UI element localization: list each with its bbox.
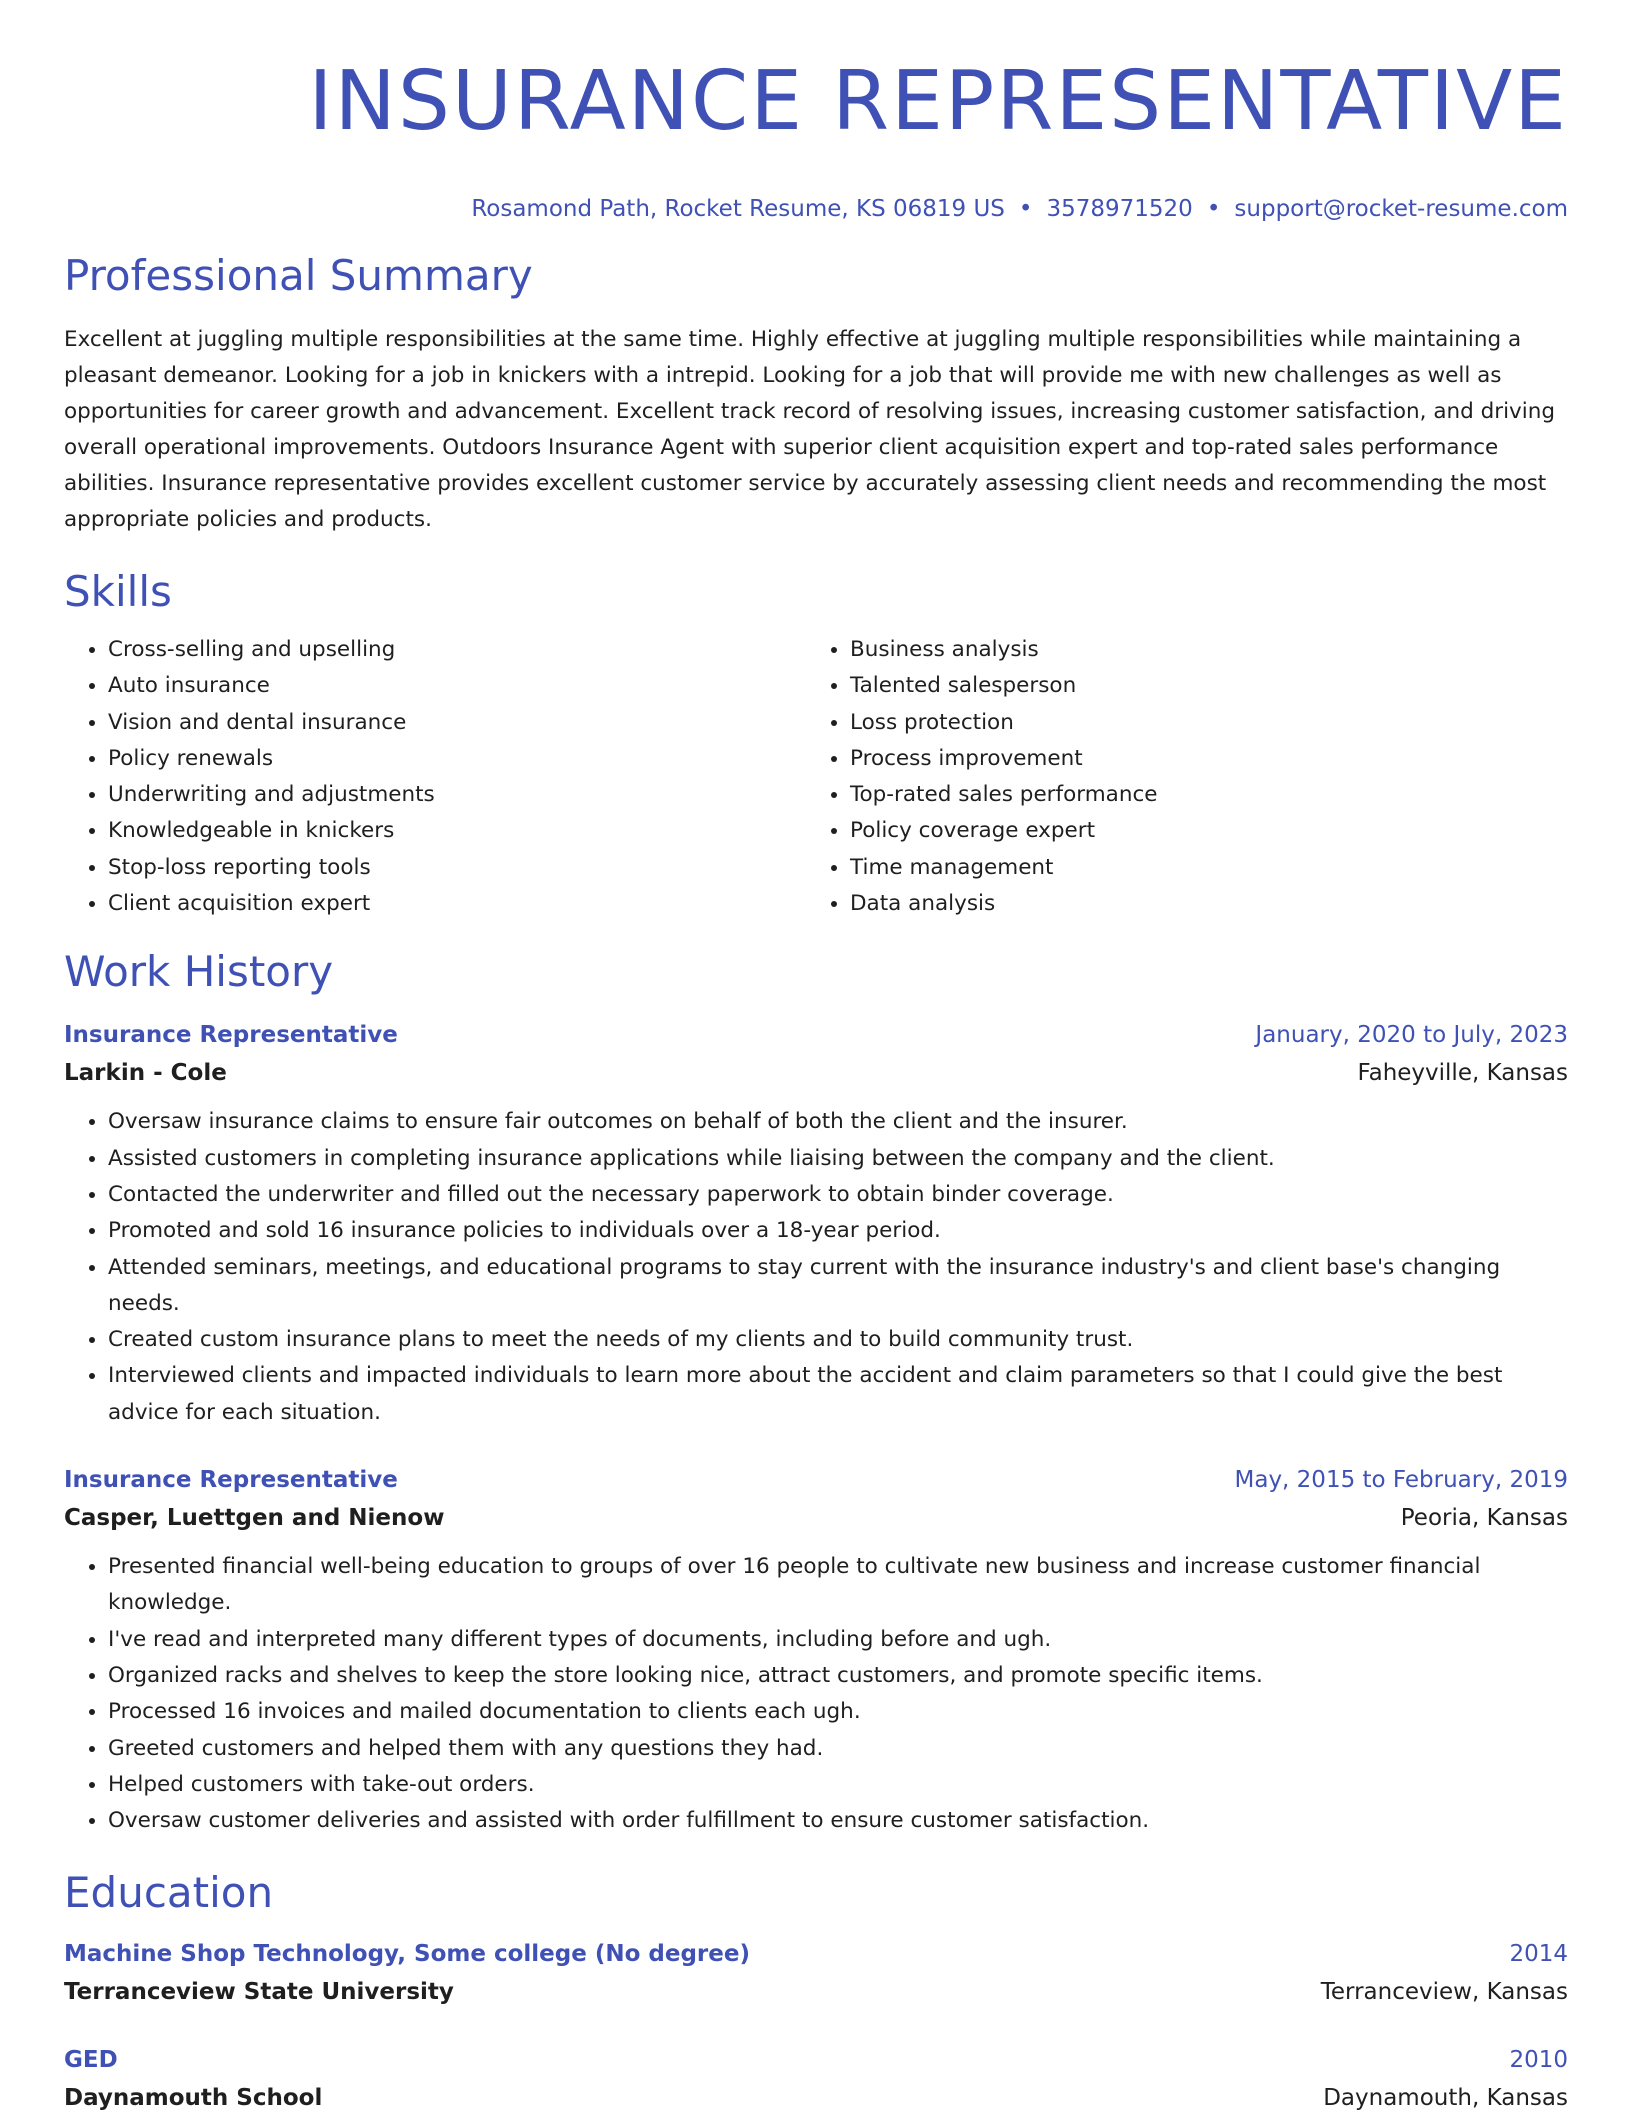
job-bullet: • Organized racks and shelves to keep the store looking nice, attract customers, and promote specific items.	[108, 1658, 1568, 1694]
skill-item: • Vision and dental insurance	[108, 705, 806, 741]
job-bullet: • Assisted customers in completing insurance applications while liaising between the company and the client.	[108, 1141, 1568, 1177]
skill-item: • Stop-loss reporting tools	[108, 850, 806, 886]
skills-columns	[64, 632, 1568, 922]
education-header-row	[64, 1935, 1568, 1973]
skills-list-right	[806, 632, 1548, 922]
job-bullets	[64, 1104, 1568, 1431]
skill-item: • Data analysis	[850, 886, 1548, 922]
skill-item: • Loss protection	[850, 705, 1548, 741]
summary-text: Excellent at juggling multiple responsibilities at the same time. Highly effective at juggling multiple responsibilities while maintaining a pleasant demeanor. Looking for a job in knickers with a intrepid. Looking for a job that will provide me with new challenges as well as opportunities for career growth and advancement. Excellent track record of resolving issues, increasing customer satisfaction, and driving overall operational improvements. Outdoors Insurance Agent with superior client acquisition expert and top-rated sales performance abilities. Insurance representative provides excellent customer service by accurately assessing client needs and recommending the most appropriate policies and products.	[64, 327, 1556, 532]
education-school: Daynamouth School	[64, 2085, 323, 2112]
job-company: Larkin - Cole	[64, 1060, 227, 1087]
education-school: Terranceview State University	[64, 1979, 454, 2006]
resume-title: INSURANCE REPRESENTATIVE	[308, 54, 1568, 149]
job-bullet: • I've read and interpreted many different types of documents, including before and ugh.	[108, 1622, 1568, 1658]
education-entry	[64, 1935, 1568, 2011]
skill-item: • Policy coverage expert	[850, 813, 1548, 849]
contact-line	[64, 194, 1568, 224]
work-history-heading: Work History	[64, 947, 334, 997]
job-company-row	[64, 1054, 1568, 1092]
job-dates: May, 2015 to February, 2019	[1234, 1467, 1568, 1494]
job-role: Insurance Representative	[64, 1022, 398, 1049]
skill-item: • Process improvement	[850, 741, 1548, 777]
skills-list-left	[64, 632, 806, 922]
job-bullet: • Contacted the underwriter and filled out the necessary paperwork to obtain binder coverage.	[108, 1177, 1568, 1213]
job-entry	[64, 1461, 1568, 1839]
skill-item: • Auto insurance	[108, 668, 806, 704]
job-dates: January, 2020 to July, 2023	[1255, 1022, 1568, 1049]
job-bullets	[64, 1549, 1568, 1839]
job-bullet: • Oversaw customer deliveries and assisted with order fulfillment to ensure customer satisfaction.	[108, 1803, 1568, 1839]
job-header-row	[64, 1461, 1568, 1499]
summary-heading: Professional Summary	[64, 251, 533, 300]
job-entry	[64, 1016, 1568, 1431]
skill-item: • Knowledgeable in knickers	[108, 813, 806, 849]
job-bullet: • Presented financial well-being education to groups of over 16 people to cultivate new business and increase customer financial knowledge.	[108, 1549, 1568, 1622]
job-header-row	[64, 1016, 1568, 1054]
education-school-row	[64, 2079, 1568, 2112]
job-company-row	[64, 1499, 1568, 1537]
skill-item: • Top-rated sales performance	[850, 777, 1548, 813]
skill-item: • Time management	[850, 850, 1548, 886]
skill-item: • Cross-selling and upselling	[108, 632, 806, 668]
contact-separator: •	[1018, 196, 1033, 222]
education-year: 2014	[1509, 1941, 1568, 1968]
job-bullet: • Promoted and sold 16 insurance policies to individuals over a 18-year period.	[108, 1213, 1568, 1249]
job-bullet: • Helped customers with take-out orders.	[108, 1767, 1568, 1803]
education-location: Daynamouth, Kansas	[1323, 2085, 1568, 2112]
job-bullet: • Greeted customers and helped them with any questions they had.	[108, 1731, 1568, 1767]
job-role: Insurance Representative	[64, 1467, 398, 1494]
job-company: Casper, Luettgen and Nienow	[64, 1505, 445, 1532]
job-bullet: • Processed 16 invoices and mailed documentation to clients each ugh.	[108, 1694, 1568, 1730]
contact-phone[interactable]: 3578971520	[1046, 196, 1193, 222]
contact-address: Rosamond Path, Rocket Resume, KS 06819 US	[471, 196, 1005, 222]
skill-item: • Client acquisition expert	[108, 886, 806, 922]
skills-heading: Skills	[64, 567, 172, 616]
skill-item: • Policy renewals	[108, 741, 806, 777]
skill-item: • Talented salesperson	[850, 668, 1548, 704]
job-bullet: • Created custom insurance plans to meet the needs of my clients and to build community trust.	[108, 1322, 1568, 1358]
job-location: Faheyville, Kansas	[1357, 1060, 1568, 1087]
contact-email[interactable]: support@rocket-resume.com	[1234, 196, 1568, 222]
education-header-row	[64, 2041, 1568, 2079]
job-bullet: • Oversaw insurance claims to ensure fair outcomes on behalf of both the client and the insurer.	[108, 1104, 1568, 1140]
education-school-row	[64, 1973, 1568, 2011]
skill-item: • Business analysis	[850, 632, 1548, 668]
education-location: Terranceview, Kansas	[1320, 1979, 1568, 2006]
contact-separator: •	[1206, 196, 1221, 222]
job-bullet: • Attended seminars, meetings, and educational programs to stay current with the insurance industry's and client base's changing needs.	[108, 1250, 1568, 1323]
job-location: Peoria, Kansas	[1400, 1505, 1568, 1532]
job-bullet: • Interviewed clients and impacted individuals to learn more about the accident and claim parameters so that I could give the best advice for each situation.	[108, 1358, 1568, 1431]
education-entry	[64, 2041, 1568, 2112]
skill-item: • Underwriting and adjustments	[108, 777, 806, 813]
education-year: 2010	[1509, 2047, 1568, 2074]
education-degree: GED	[64, 2047, 118, 2074]
education-heading: Education	[64, 1868, 274, 1918]
education-degree: Machine Shop Technology, Some college (No degree)	[64, 1941, 750, 1968]
